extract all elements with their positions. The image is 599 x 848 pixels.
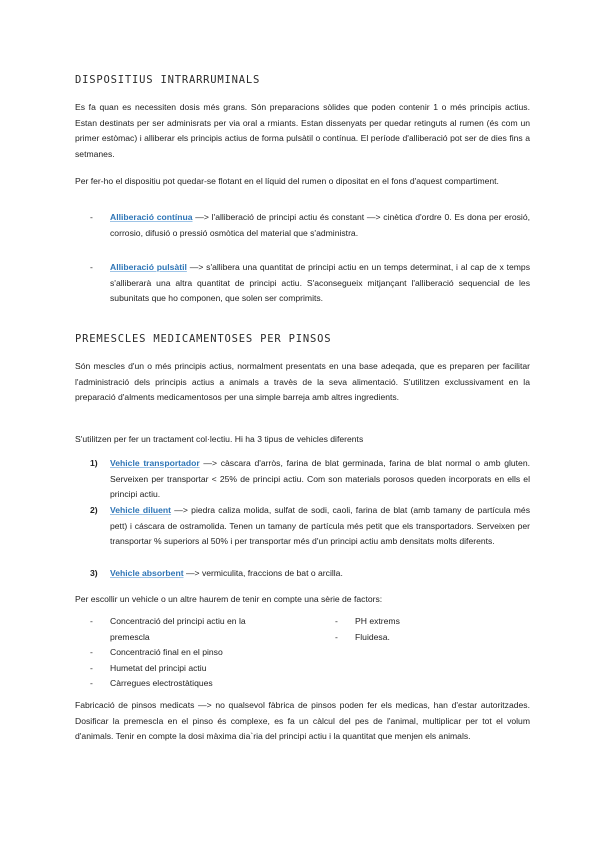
paragraph: Per fer-ho el dispositiu pot quedar-se flotant en el líquid del rumen o dipositat en el fons d'aquest compartiment. [75,176,499,186]
paragraph: S'utilitzen per fer un tractament col·lectiu. Hi ha 3 tipus de vehicles diferents [75,434,364,444]
list-item-text: Humetat del principi actiu [110,662,207,673]
factors-list-left [90,614,285,692]
list-item-text: Fluidesa. [355,631,390,642]
numbered-item [90,566,530,582]
paragraph: Es fa quan es necessiten dosis més grans. Són preparacions sòlides que poden contenir 1 o més principis actius. Estan destinats per ser adminisrats per via oral a rmiants. Estan dissenyats per quedar retinguts al rumen (és com un primer estòmac) i alliberar els principis actius de forma pulsàtil o contínua. El període d'alliberació pot ser de dies fins a setmanes. [75,102,530,159]
bullet-dash: - [90,662,93,673]
paragraph: Per escollir un vehicle o un altre haurem de tenir en compte una sèrie de factors: [75,594,383,604]
numbered-item-text: —> piedra caliza molida, sulfat de sodi, caoli, farina de blat (amb tamany de partícula més pett) i cáscara de ostramolida. Tenen un tamany de partícula més petit que els transportadors. Serveixen per transportar % superiors al 50% i per transportar més d'un principi actiu amb densitats molts diferents. [110,505,530,546]
list-item [90,614,285,645]
bullet-dash: - [90,262,93,272]
section-heading-intraruminal: DISPOSITIUS INTRARRUMINALS [75,74,261,86]
list-item [90,260,530,307]
numbered-item [90,456,530,503]
numbered-item-text: —> càscara d'arròs, farina de blat germinada, farina de blat normal o amb gluten. Serveixen per transportar < 25% de principi actiu. Com son materials porosos queden incorporats en ells el principi actiu. [110,458,530,499]
numbered-item [90,503,530,550]
term-vehicle-diluent: Vehicle diluent [110,505,172,515]
list-item-text: —> s'allibera una quantitat de principi actiu en un temps determinat, i al cap de x temps s'alliberarà una altra quantitat de principi actiu. S'aconsegueix mitjançant l'alliberació sequencial de les subunitats que ho componen, que solen ser comprimits. [110,262,530,303]
list-item [90,661,285,677]
list-item-text: Concentració del principi actiu en la premescla [110,616,246,642]
numbered-item-text: —> vermiculita, fraccions de bat o arcilla. [183,568,343,578]
bullet-dash: - [90,212,93,222]
item-number: 1) [90,458,98,468]
item-number: 3) [90,568,98,578]
bullet-dash: - [335,616,338,626]
factors-list-right [335,614,485,645]
list-item [90,210,530,241]
term-vehicle-absorbent: Vehicle absorbent [110,568,184,578]
term-pulsatile-release: Alliberació pulsàtil [110,262,187,272]
list-item [90,645,285,661]
list-item-text: PH extrems [355,616,400,626]
bullet-dash: - [90,616,93,626]
list-item [90,676,285,692]
list-item-text: —> l'alliberació de principi actiu és constant —> cinètica d'ordre 0. Es dona per erosió, corrosio, difusió o pressió osmòtica del material que s'administra. [110,212,530,238]
term-vehicle-transporter: Vehicle transportador [110,458,200,468]
paragraph: Són mescles d'un o més principis actius, normalment presentats en una base adeqada, que es preparen per facilitar l'administració dels principis actius a animals a travès de la seva alimentació. S'utilitzen exclussivament en la preparació d'alments medicamentosos per una simple barreja amb altres ingredients. [75,361,530,402]
section-heading-premixes: PREMESCLES MEDICAMENTOSES PER PINSOS [75,333,332,345]
bullet-dash: - [90,678,93,688]
item-number: 2) [90,505,98,515]
list-item [335,630,485,646]
list-item-text: Càrregues electrostàtiques [110,678,213,688]
list-item-text: Concentració final en el pinso [110,647,223,657]
bullet-dash: - [90,647,93,657]
list-item [335,614,485,630]
term-continuous-release: Alliberació contínua [110,212,193,222]
paragraph: Fabricació de pinsos medicats —> no qualsevol fàbrica de pinsos poden fer els medicas, han d'estar autoritzades. Dosificar la premescla en el pinso és complexe, es fa un càlcul del pes de l'animal, multiplicar per tot el volum d'animals. Tenir en compte la dosi màxima dia`ria del principi actiu i la quantitat que menjen els animals. [75,700,530,741]
bullet-dash: - [335,631,338,642]
